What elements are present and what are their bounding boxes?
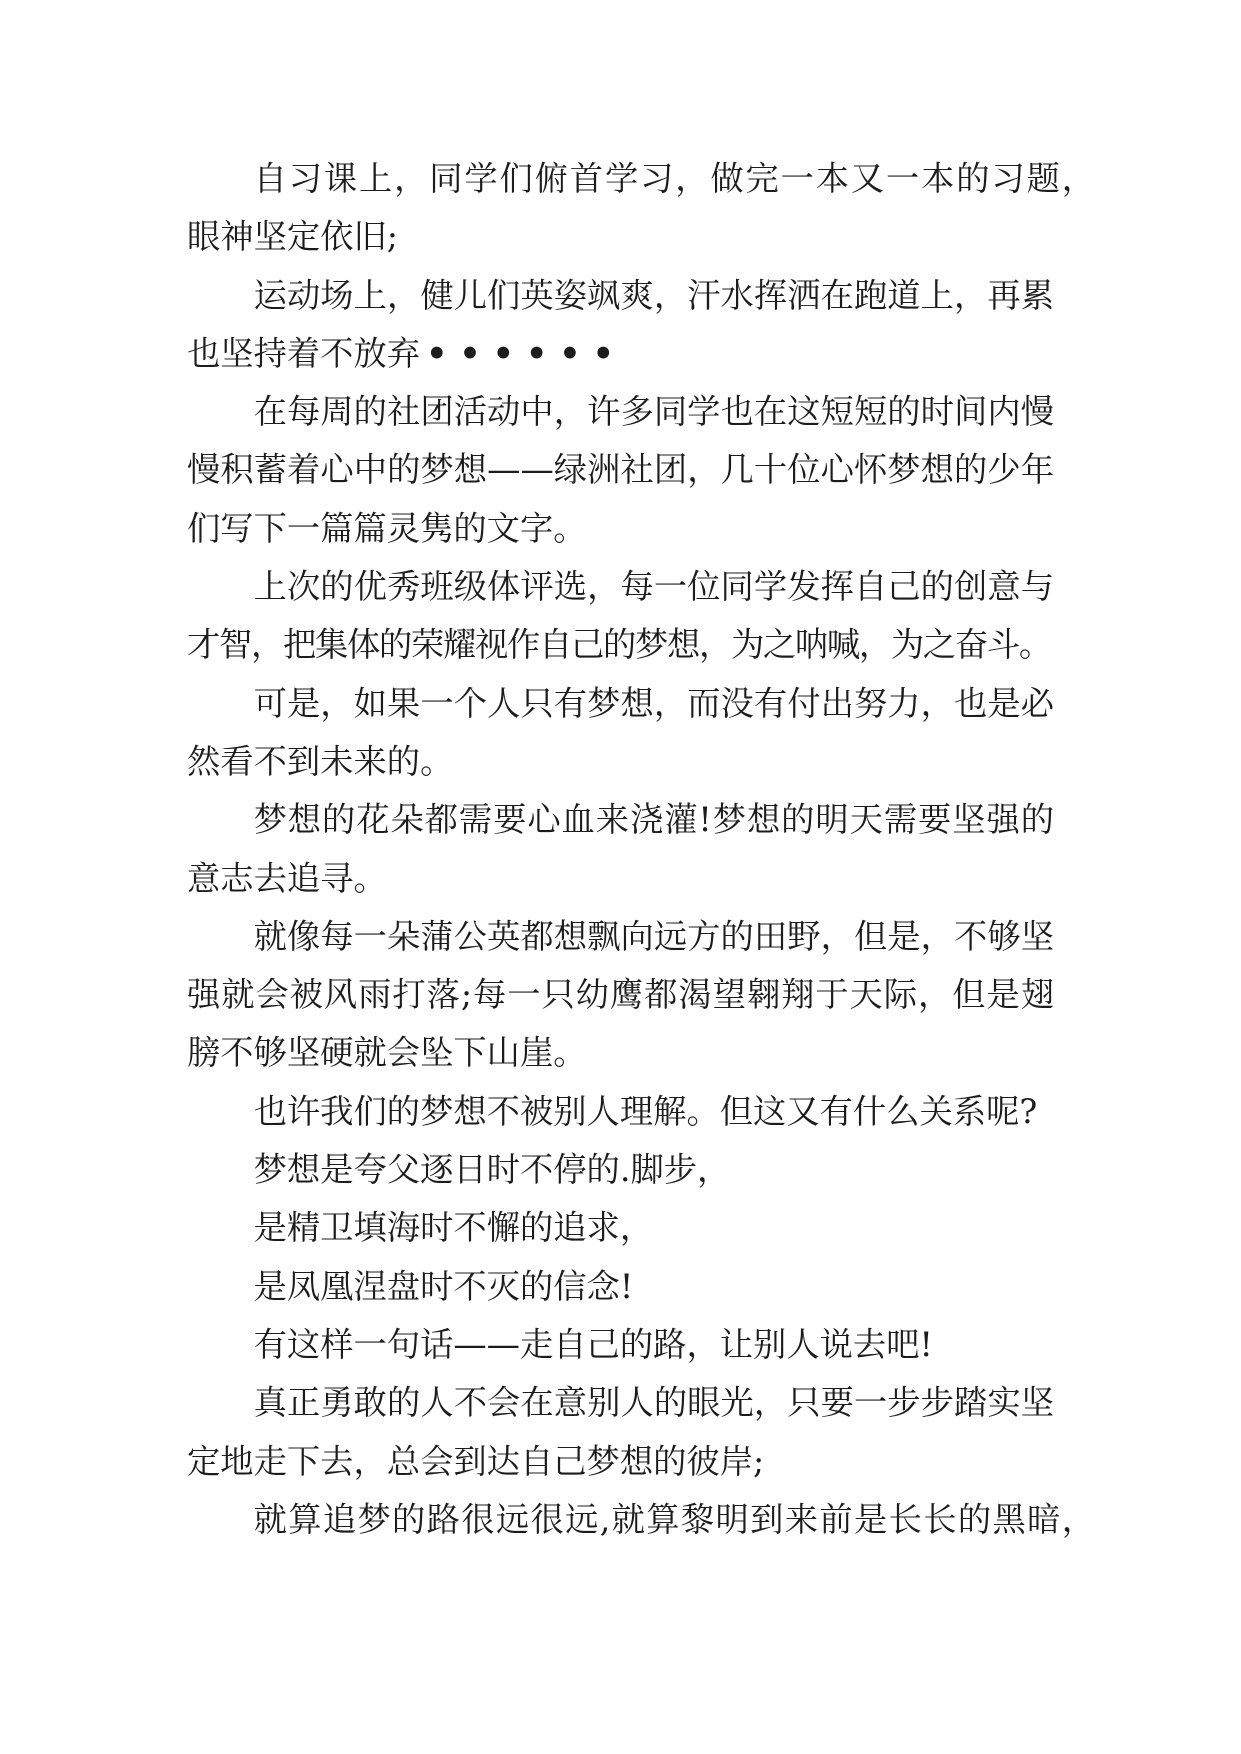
text-line: 强就会被风雨打落;每一只幼鹰都渴望翱翔于天际，但是翅 — [187, 975, 1054, 1015]
text-line: 是凤凰涅盘时不灭的信念! — [253, 1266, 634, 1306]
ellipsis-dot: • — [426, 333, 448, 373]
paragraph — [187, 150, 1095, 267]
text-line: 们写下一篇篇灵隽的文字。 — [187, 508, 587, 548]
text-line: 定地走下去，总会到达自己梦想的彼岸; — [187, 1441, 765, 1481]
paragraph — [187, 1316, 1054, 1374]
text-line: 有这样一句话——走自己的路，让别人说去吧! — [253, 1324, 933, 1364]
ellipsis-dot: • — [459, 333, 481, 373]
text-line: 意志去追寻。 — [187, 858, 387, 898]
paragraph — [187, 1374, 1054, 1491]
ellipsis-dot: • — [525, 333, 548, 373]
paragraph — [187, 791, 1054, 908]
text-line: 慢积蓄着心中的梦想——绿洲社团，几十位心怀梦想的少年 — [187, 450, 1054, 490]
text-line: 就像每一朵蒲公英都想飘向远方的田野，但是，不够坚 — [253, 916, 1054, 956]
text-line: 上次的优秀班级体评选，每一位同学发挥自己的创意与 — [253, 567, 1054, 607]
paragraph — [187, 1258, 1054, 1316]
text-line: 眼神坚定依旧; — [187, 217, 398, 257]
paragraph — [187, 1491, 1095, 1549]
text-line: 真正勇敢的人不会在意别人的眼光，只要一步步踏实坚 — [253, 1383, 1054, 1423]
text-line: 就算追梦的路很远很远,就算黎明到来前是长长的黑暗， — [253, 1499, 1095, 1539]
paragraph — [187, 675, 1054, 792]
text-line: 然看不到未来的。 — [187, 741, 454, 781]
ellipsis-dot: • — [492, 333, 514, 373]
text-line: 梦想的花朵都需要心血来浇灌!梦想的明天需要坚强的 — [253, 800, 1054, 840]
text-line: 才智，把集体的荣耀视作自己的梦想，为之呐喊，为之奋斗。 — [187, 625, 1051, 665]
text-line: 可是，如果一个人只有梦想，而没有付出努力，也是必 — [253, 683, 1054, 723]
text-line: 是精卫填海时不懈的追求， — [253, 1208, 654, 1248]
text-line: 运动场上，健儿们英姿飒爽，汗水挥洒在跑道上，再累 — [253, 275, 1054, 315]
ellipsis-dot: • — [559, 333, 581, 373]
paragraph — [187, 1083, 1054, 1141]
text-line: 也许我们的梦想不被别人理解。但这又有什么关系呢? — [253, 1091, 1038, 1131]
paragraph — [187, 908, 1054, 1083]
text-line: 在每周的社团活动中，许多同学也在这短短的时间内慢 — [253, 392, 1054, 432]
text-line: 梦想是夸父逐日时不停的.脚步， — [253, 1150, 731, 1190]
paragraph — [187, 267, 1054, 384]
text-line: 膀不够坚硬就会坠下山崖。 — [187, 1033, 587, 1073]
paragraph — [187, 558, 1054, 675]
paragraph — [187, 1141, 1054, 1199]
ellipsis-dot: • — [592, 333, 614, 373]
text-line: 也坚持着不放弃 • • • • • • — [187, 325, 1054, 383]
document-body — [187, 150, 1095, 1549]
text-line: 自习课上，同学们俯首学习，做完一本又一本的习题， — [253, 159, 1095, 198]
paragraph — [187, 383, 1054, 558]
paragraph — [187, 1199, 1054, 1257]
